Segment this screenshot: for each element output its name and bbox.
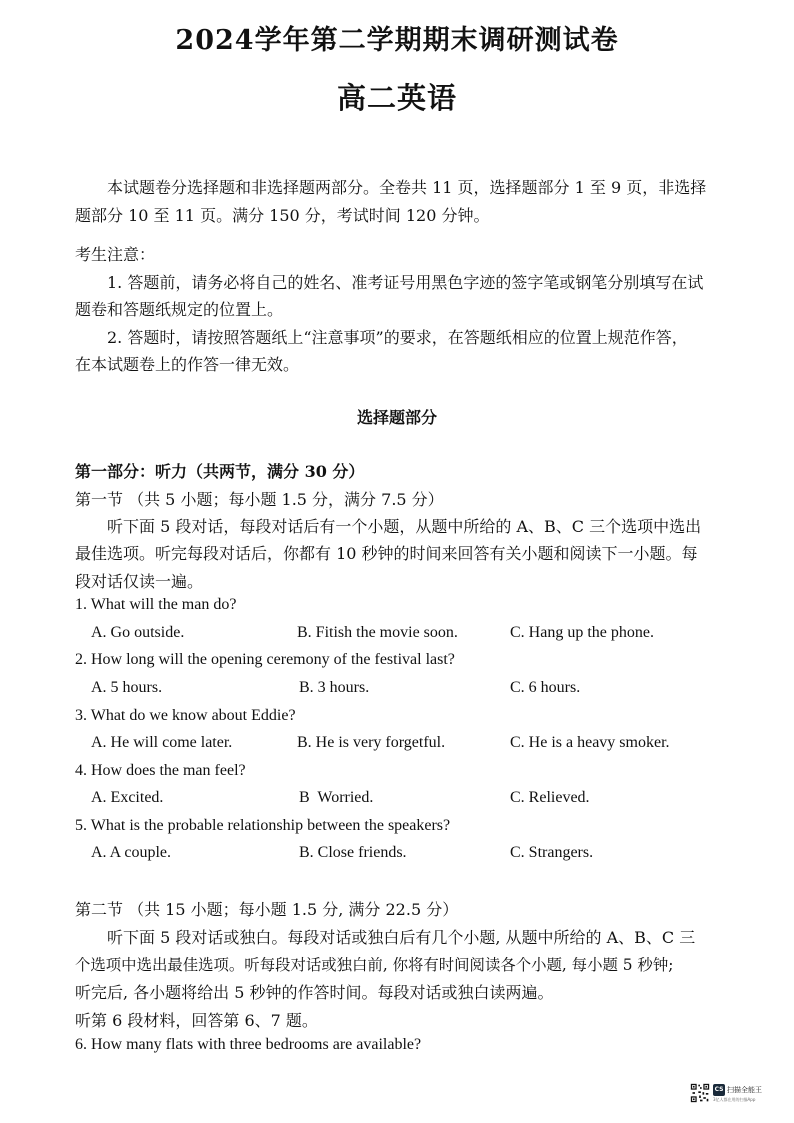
part1-instructions-line-2: 最佳选项。听完每段对话后，你都有 10 秒钟的时间来回答有关小题和阅读下一小题。每: [75, 544, 698, 563]
intro-line-1: 本试题卷分选择题和非选择题两部分。全卷共 11 页，选择题部分 1 至 9 页，非选择: [107, 178, 707, 197]
question-5-option-b: B. Close friends.: [299, 844, 407, 861]
qr-code-icon: [690, 1081, 710, 1105]
section2-instructions-line-1: 听下面 5 段对话或独白。每段对话或独白后有几个小题, 从题中所给的 A、B、C 三: [107, 928, 696, 947]
notice-item-1-line-2: 题卷和答题纸规定的位置上。: [75, 300, 284, 319]
subject-title: 高二英语: [336, 81, 457, 115]
scanner-tagline: 3亿人都在用的扫描App: [713, 1096, 756, 1102]
question-1-option-a: A. Go outside.: [91, 624, 185, 641]
notice-item-2-line-1: 2. 答题时，请按照答题纸上“注意事项”的要求，在答题纸相应的位置上规范作答，: [107, 328, 688, 347]
question-4-option-b: B Worried.: [299, 789, 374, 806]
question-2-option-c: C. 6 hours.: [510, 679, 581, 696]
scanner-app-name: 扫描全能王: [727, 1085, 762, 1094]
question-3-stem: 3. What do we know about Eddie?: [75, 707, 296, 724]
question-5-stem: 5. What is the probable relationship between the speakers?: [75, 817, 451, 834]
scanner-watermark: [690, 1079, 762, 1107]
question-3-option-b: B. He is very forgetful.: [297, 734, 446, 751]
part1-section1-heading: 第一节 （共 5 小题；每小题 1.5 分，满分 7.5 分）: [75, 490, 444, 509]
question-3-option-c: C. He is a heavy smoker.: [510, 734, 670, 751]
section2-instructions-line-2: 个选项中选出最佳选项。听每段对话或独白前, 你将有时间阅读各个小题, 每小题 5 秒钟;: [75, 956, 674, 974]
part1-section2-heading: 第二节 （共 15 小题；每小题 1.5 分, 满分 22.5 分）: [75, 900, 459, 919]
question-5-option-c: C. Strangers.: [510, 844, 594, 861]
notice-item-1-line-1: 1. 答题前，请务必将自己的姓名、准考证号用黑色字迹的签字笔或钢笔分别填写在试: [107, 273, 704, 292]
question-2-stem: 2. How long will the opening ceremony of the festival last?: [75, 651, 455, 668]
question-5-option-a: A. A couple.: [91, 844, 171, 861]
exam-title: 2024学年第二学期期末调研测试卷: [175, 25, 619, 56]
question-3-option-a: A. He will come later.: [91, 734, 233, 751]
notice-heading: 考生注意：: [75, 245, 156, 264]
question-4-stem: 4. How does the man feel?: [75, 762, 246, 779]
question-4-option-c: C. Relieved.: [510, 789, 590, 806]
question-2-option-a: A. 5 hours.: [91, 679, 163, 696]
part1-heading: 第一部分：听力（共两节，满分 30 分）: [75, 462, 365, 481]
material-6-label: 听第 6 段材料，回答第 6、7 题。: [75, 1011, 318, 1030]
part1-instructions-line-3: 段对话仅读一遍。: [75, 572, 204, 591]
question-4-option-a: A. Excited.: [91, 789, 164, 806]
intro-line-2: 题部分 10 至 11 页。满分 150 分，考试时间 120 分钟。: [75, 206, 490, 225]
section-title: 选择题部分: [356, 408, 437, 427]
question-1-option-c: C. Hang up the phone.: [510, 624, 654, 641]
notice-item-2-line-2: 在本试题卷上的作答一律无效。: [75, 355, 300, 374]
question-1-stem: 1. What will the man do?: [75, 596, 237, 613]
section2-instructions-line-3: 听完后, 各小题将给出 5 秒钟的作答时间。每段对话或独白读两遍。: [75, 983, 554, 1002]
camscanner-logo-icon: CS: [713, 1084, 725, 1096]
question-2-option-b: B. 3 hours.: [299, 679, 370, 696]
question-1-option-b: B. Fitish the movie soon.: [297, 624, 458, 641]
question-6-stem: 6. How many flats with three bedrooms are available?: [75, 1036, 422, 1053]
part1-instructions-line-1: 听下面 5 段对话，每段对话后有一个小题，从题中所给的 A、B、C 三个选项中选出: [107, 517, 702, 536]
